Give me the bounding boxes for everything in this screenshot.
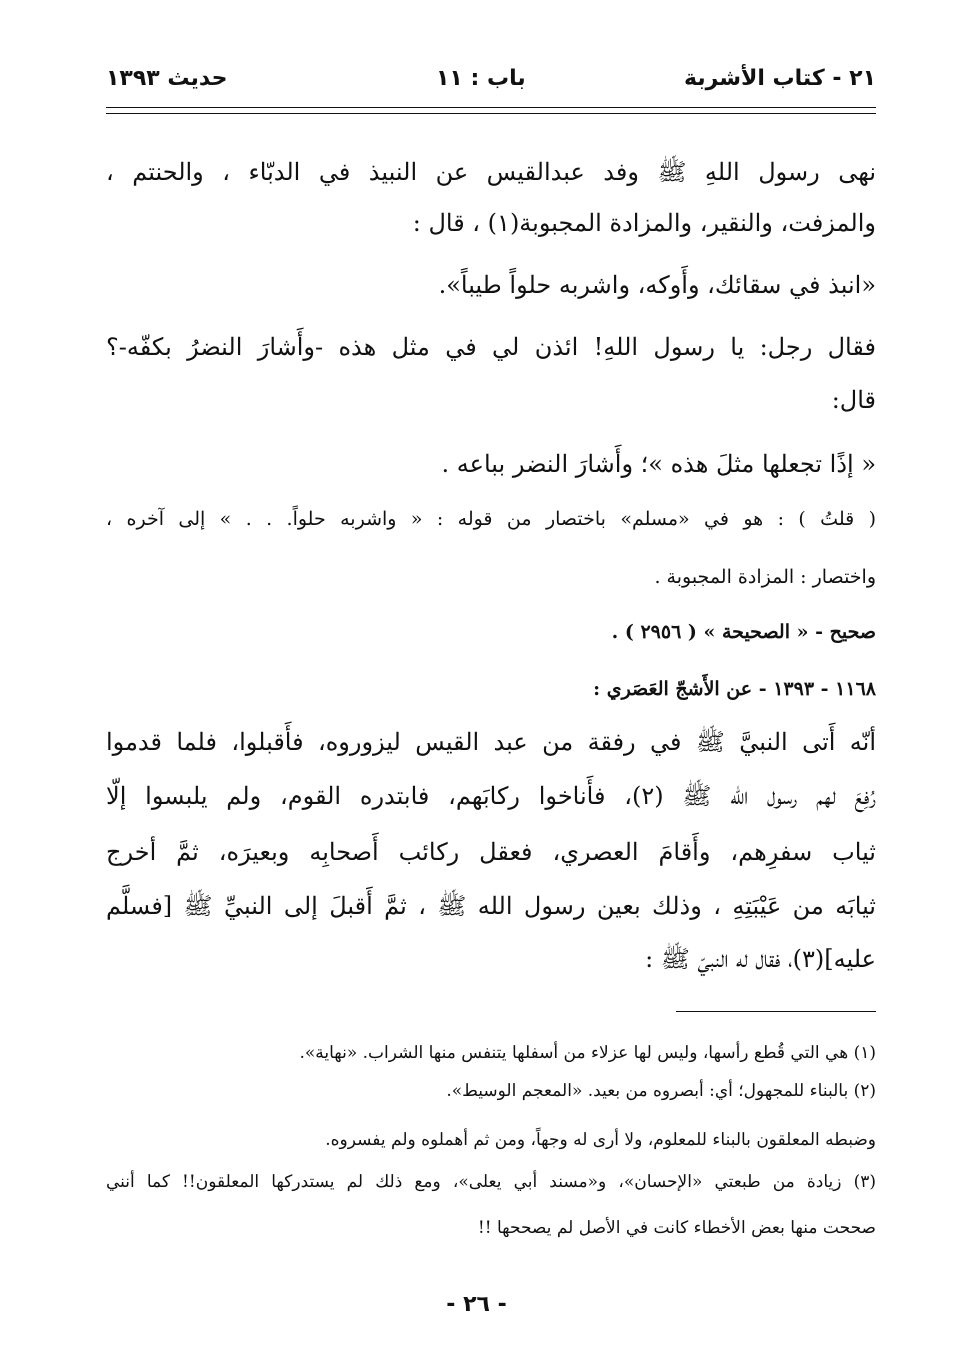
header-hadith-number: حديث ١٣٩٣ bbox=[106, 66, 228, 91]
header-chapter: باب : ١١ bbox=[436, 66, 526, 91]
note-line: ( قلتُ ) : هو في «مسلم» باختصار من قوله : « واشربه حلواً. . . » إلى آخره ، bbox=[106, 508, 876, 530]
body-line: قال: bbox=[831, 386, 876, 414]
body-line: ثياب سفرِهم، وأَقامَ العصري، فعقل ركائب أَصحابِه وبعيرَه، ثمَّ أخرج bbox=[106, 838, 876, 866]
note-line: واختصار : المزادة المجبوبة . bbox=[654, 566, 876, 588]
body-line: فقال رجل: يا رسول اللهِ! ائذن لي في مثل هذه -وأَشارَ النضرُ بكفّه-؟ bbox=[106, 333, 876, 361]
body-line: عليه](٣)، فقال له النبيّ ﷺ : bbox=[645, 945, 876, 973]
running-header bbox=[106, 62, 876, 102]
footnote-divider bbox=[676, 1011, 876, 1012]
page-number: - ٢٦ - bbox=[446, 1292, 507, 1317]
body-line: « إذًا تجعلها مثلَ هذه »؛ وأَشارَ النضر بباعه . bbox=[441, 450, 876, 478]
body-line: «انبذ في سقائك، وأَوكه، واشربه حلواً طيباً». bbox=[438, 271, 876, 299]
footnote-line: صححت منها بعض الأخطاء كانت في الأصل لم يصححها !! bbox=[477, 1218, 876, 1238]
header-book-title: ٢١ - كتاب الأشربة bbox=[684, 66, 876, 91]
body-line: والمزفت، والنقير، والمزادة المجبوبة(١) ، قال : bbox=[412, 209, 876, 237]
body-line: رُفِعَ لهم رسول الله ﷺ (٢)، فأَناخوا ركابَهم، فابتدره القوم، ولم يلبسوا إلّا bbox=[106, 782, 876, 810]
grading-line: صحيح - « الصحيحة » ( ٢٩٥٦ ) . bbox=[611, 621, 876, 643]
body-line: نهى رسول اللهِ ﷺ وفد عبدالقيس عن النبيذ في الدبّاء ، والحنتم ، bbox=[106, 158, 876, 186]
footnote-line: (٣) زيادة من طبعتي «الإحسان»، و«مسند أبي يعلى»، ومع ذلك لم يستدركها المعلقون!! كما أنني bbox=[106, 1172, 876, 1192]
header-divider bbox=[106, 107, 876, 114]
footnote-line: وضبطه المعلقون بالبناء للمعلوم، ولا أرى له وجهاً، ومن ثم أهملوه ولم يفسروه. bbox=[325, 1130, 876, 1150]
footnote-line: (١) هي التي قُطع رأسها، وليس لها عزلاء من أسفلها يتنفس منها الشراب. «نهاية». bbox=[299, 1043, 876, 1063]
footnote-line: (٢) بالبناء للمجهول؛ أي: أبصروه من بعيد. «المعجم الوسيط». bbox=[446, 1081, 876, 1101]
hadith-heading: ١١٦٨ - ١٣٩٣ - عن الأَشجّ العَصَري : bbox=[593, 678, 876, 700]
body-line: ثيابَه من عَيْبَتِهِ ، وذلك بعين رسول الله ﷺ ، ثمَّ أَقبلَ إلى النبيِّ ﷺ [فسلَّم bbox=[106, 892, 876, 920]
body-line: أنّه أَتى النبيَّ ﷺ في رفقة من عبد القيس ليزوروه، فأَقبلوا، فلما قدموا bbox=[106, 728, 876, 756]
